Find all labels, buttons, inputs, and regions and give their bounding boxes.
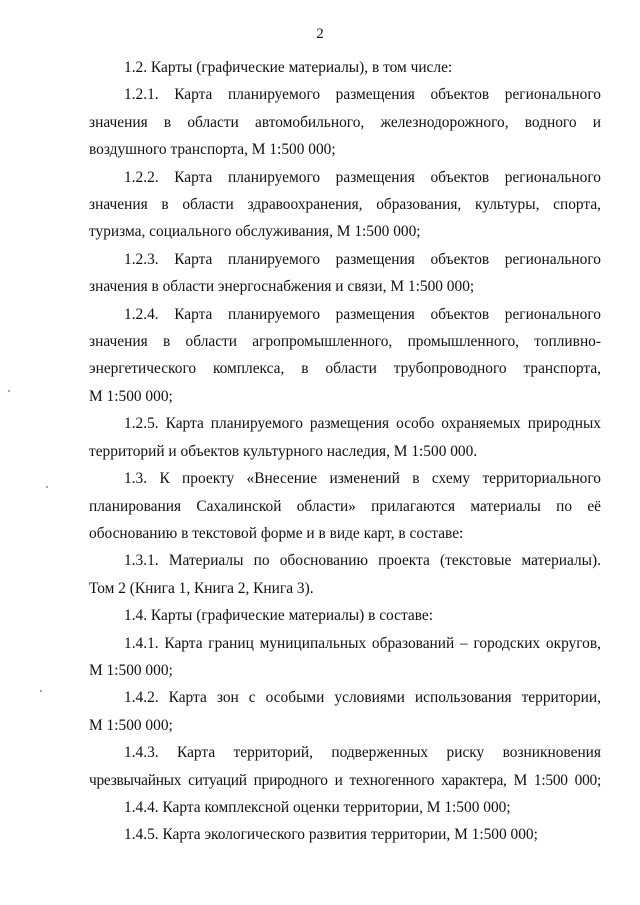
document-body bbox=[89, 54, 601, 849]
paragraph-1-2-1 bbox=[89, 81, 601, 163]
page-number: 2 bbox=[316, 26, 324, 42]
text-line: 1.4.4. Карта комплексной оценки территории, М 1:500 000; bbox=[124, 798, 511, 816]
text-line: 1.2.2. Карта планируемого размещения объектов регионального bbox=[124, 168, 601, 186]
text-line: 1.3.1. Материалы по обоснованию проекта (текстовые материалы). bbox=[124, 552, 601, 570]
text-line: 1.4.1. Карта границ муниципальных образований – городских округов, bbox=[124, 634, 601, 652]
text-line: 1.3. К проекту «Внесение изменений в схему территориального bbox=[124, 470, 601, 488]
text-line: 1.2.1. Карта планируемого размещения объектов регионального bbox=[124, 86, 601, 104]
text-line: значения в области здравоохранения, образования, культуры, спорта, bbox=[89, 196, 601, 214]
text-line: 1.4.3. Карта территорий, подверженных риску возникновения bbox=[124, 744, 601, 762]
paragraph-1-2-2 bbox=[89, 164, 601, 246]
text-line: 1.4.5. Карта экологического развития территории, М 1:500 000; bbox=[124, 826, 538, 844]
text-line: воздушного транспорта, М 1:500 000; bbox=[89, 141, 336, 159]
paragraph-1-4-2 bbox=[89, 684, 601, 739]
paragraph-1-2-3 bbox=[89, 246, 601, 301]
paragraph-1-4-4 bbox=[89, 794, 601, 821]
paragraph-1-2-5 bbox=[89, 410, 601, 465]
scan-speck bbox=[8, 390, 10, 392]
scan-speck bbox=[46, 486, 48, 488]
text-line: 1.2. Карты (графические материалы), в том числе: bbox=[124, 59, 453, 76]
text-line: туризма, социального обслуживания, М 1:500 000; bbox=[89, 223, 421, 241]
paragraph-1-4-3 bbox=[89, 739, 601, 794]
text-line: значения в области автомобильного, железнодорожного, водного и bbox=[89, 113, 601, 131]
text-line: М 1:500 000; bbox=[89, 387, 173, 405]
paragraph-1-4 bbox=[89, 602, 601, 629]
text-line: энергетического комплекса, в области трубопроводного транспорта, bbox=[89, 360, 601, 378]
text-line: 1.2.5. Карта планируемого размещения особо охраняемых природных bbox=[124, 415, 601, 433]
text-line: территорий и объектов культурного наследия, М 1:500 000. bbox=[89, 442, 478, 460]
paragraph-1-4-5 bbox=[89, 821, 601, 848]
text-line: 1.4.2. Карта зон с особыми условиями использования территории, bbox=[124, 689, 601, 707]
text-line: М 1:500 000; bbox=[89, 661, 173, 679]
text-line: 1.4. Карты (графические материалы) в составе: bbox=[124, 607, 433, 625]
text-line: М 1:500 000; bbox=[89, 716, 173, 734]
text-line: планирования Сахалинской области» прилагаются материалы по её bbox=[89, 497, 601, 515]
paragraph-1-3 bbox=[89, 465, 601, 547]
paragraph-1-2-4 bbox=[89, 301, 601, 411]
text-line: обоснованию в текстовой форме и в виде карт, в составе: bbox=[89, 524, 464, 542]
scan-speck bbox=[40, 690, 42, 692]
text-line: чрезвычайных ситуаций природного и техногенного характера, М 1:500 000; bbox=[89, 771, 601, 789]
paragraph-1-3-1 bbox=[89, 547, 601, 602]
text-line: 1.2.3. Карта планируемого размещения объектов регионального bbox=[124, 250, 601, 268]
text-line: 1.2.4. Карта планируемого размещения объектов регионального bbox=[124, 305, 601, 323]
paragraph-1-2 bbox=[89, 54, 601, 81]
text-line: значения в области агропромышленного, промышленного, топливно- bbox=[89, 333, 601, 351]
text-line: Том 2 (Книга 1, Книга 2, Книга 3). bbox=[89, 579, 314, 597]
text-line: значения в области энергоснабжения и связи, М 1:500 000; bbox=[89, 278, 475, 296]
paragraph-1-4-1 bbox=[89, 630, 601, 685]
